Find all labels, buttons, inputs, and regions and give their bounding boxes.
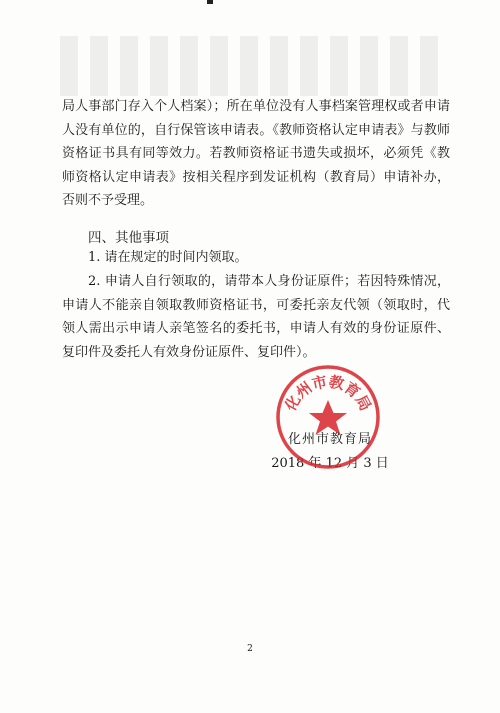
- scan-mark: [207, 0, 213, 4]
- seal-arc-text: 化州市教育局: [283, 374, 373, 414]
- item-collect-on-time: 1. 请在规定的时间内领取。: [88, 250, 248, 265]
- signature-organization: 化州市教育局: [287, 432, 372, 447]
- section-heading-other-matters: 四、其他事项: [88, 230, 169, 246]
- paragraph-archive-notes: 局人事部门存入个人档案）；所在单位没有人事档案管理权或者申请人没有单位的，自行保管该申请表。《教师资格认定申请表》与教师资格证书具有同等效力。若教师资格证书遗失或损坏，必须凭《教师资格认定申请表》按相关程序到发证机构（教育局）申请补办，否则不予受理。: [62, 99, 450, 208]
- official-seal-stamp: [273, 362, 383, 472]
- page-number: 2: [247, 644, 253, 654]
- item-collection-requirements: 2. 申请人自行领取的，请带本人身份证原件；若因特殊情况，申请人不能亲自领取教师资格证书，可委托亲友代领（领取时，代领人需出示申请人亲笔签名的委托书，申请人有效的身份证原件、复印件及委托人有效身份证原件、复印件）。: [62, 274, 450, 360]
- seal-star-icon: [309, 400, 347, 435]
- bleed-through-shadow: [60, 36, 440, 96]
- signature-date: 2018 年 12 月 3 日: [271, 456, 389, 471]
